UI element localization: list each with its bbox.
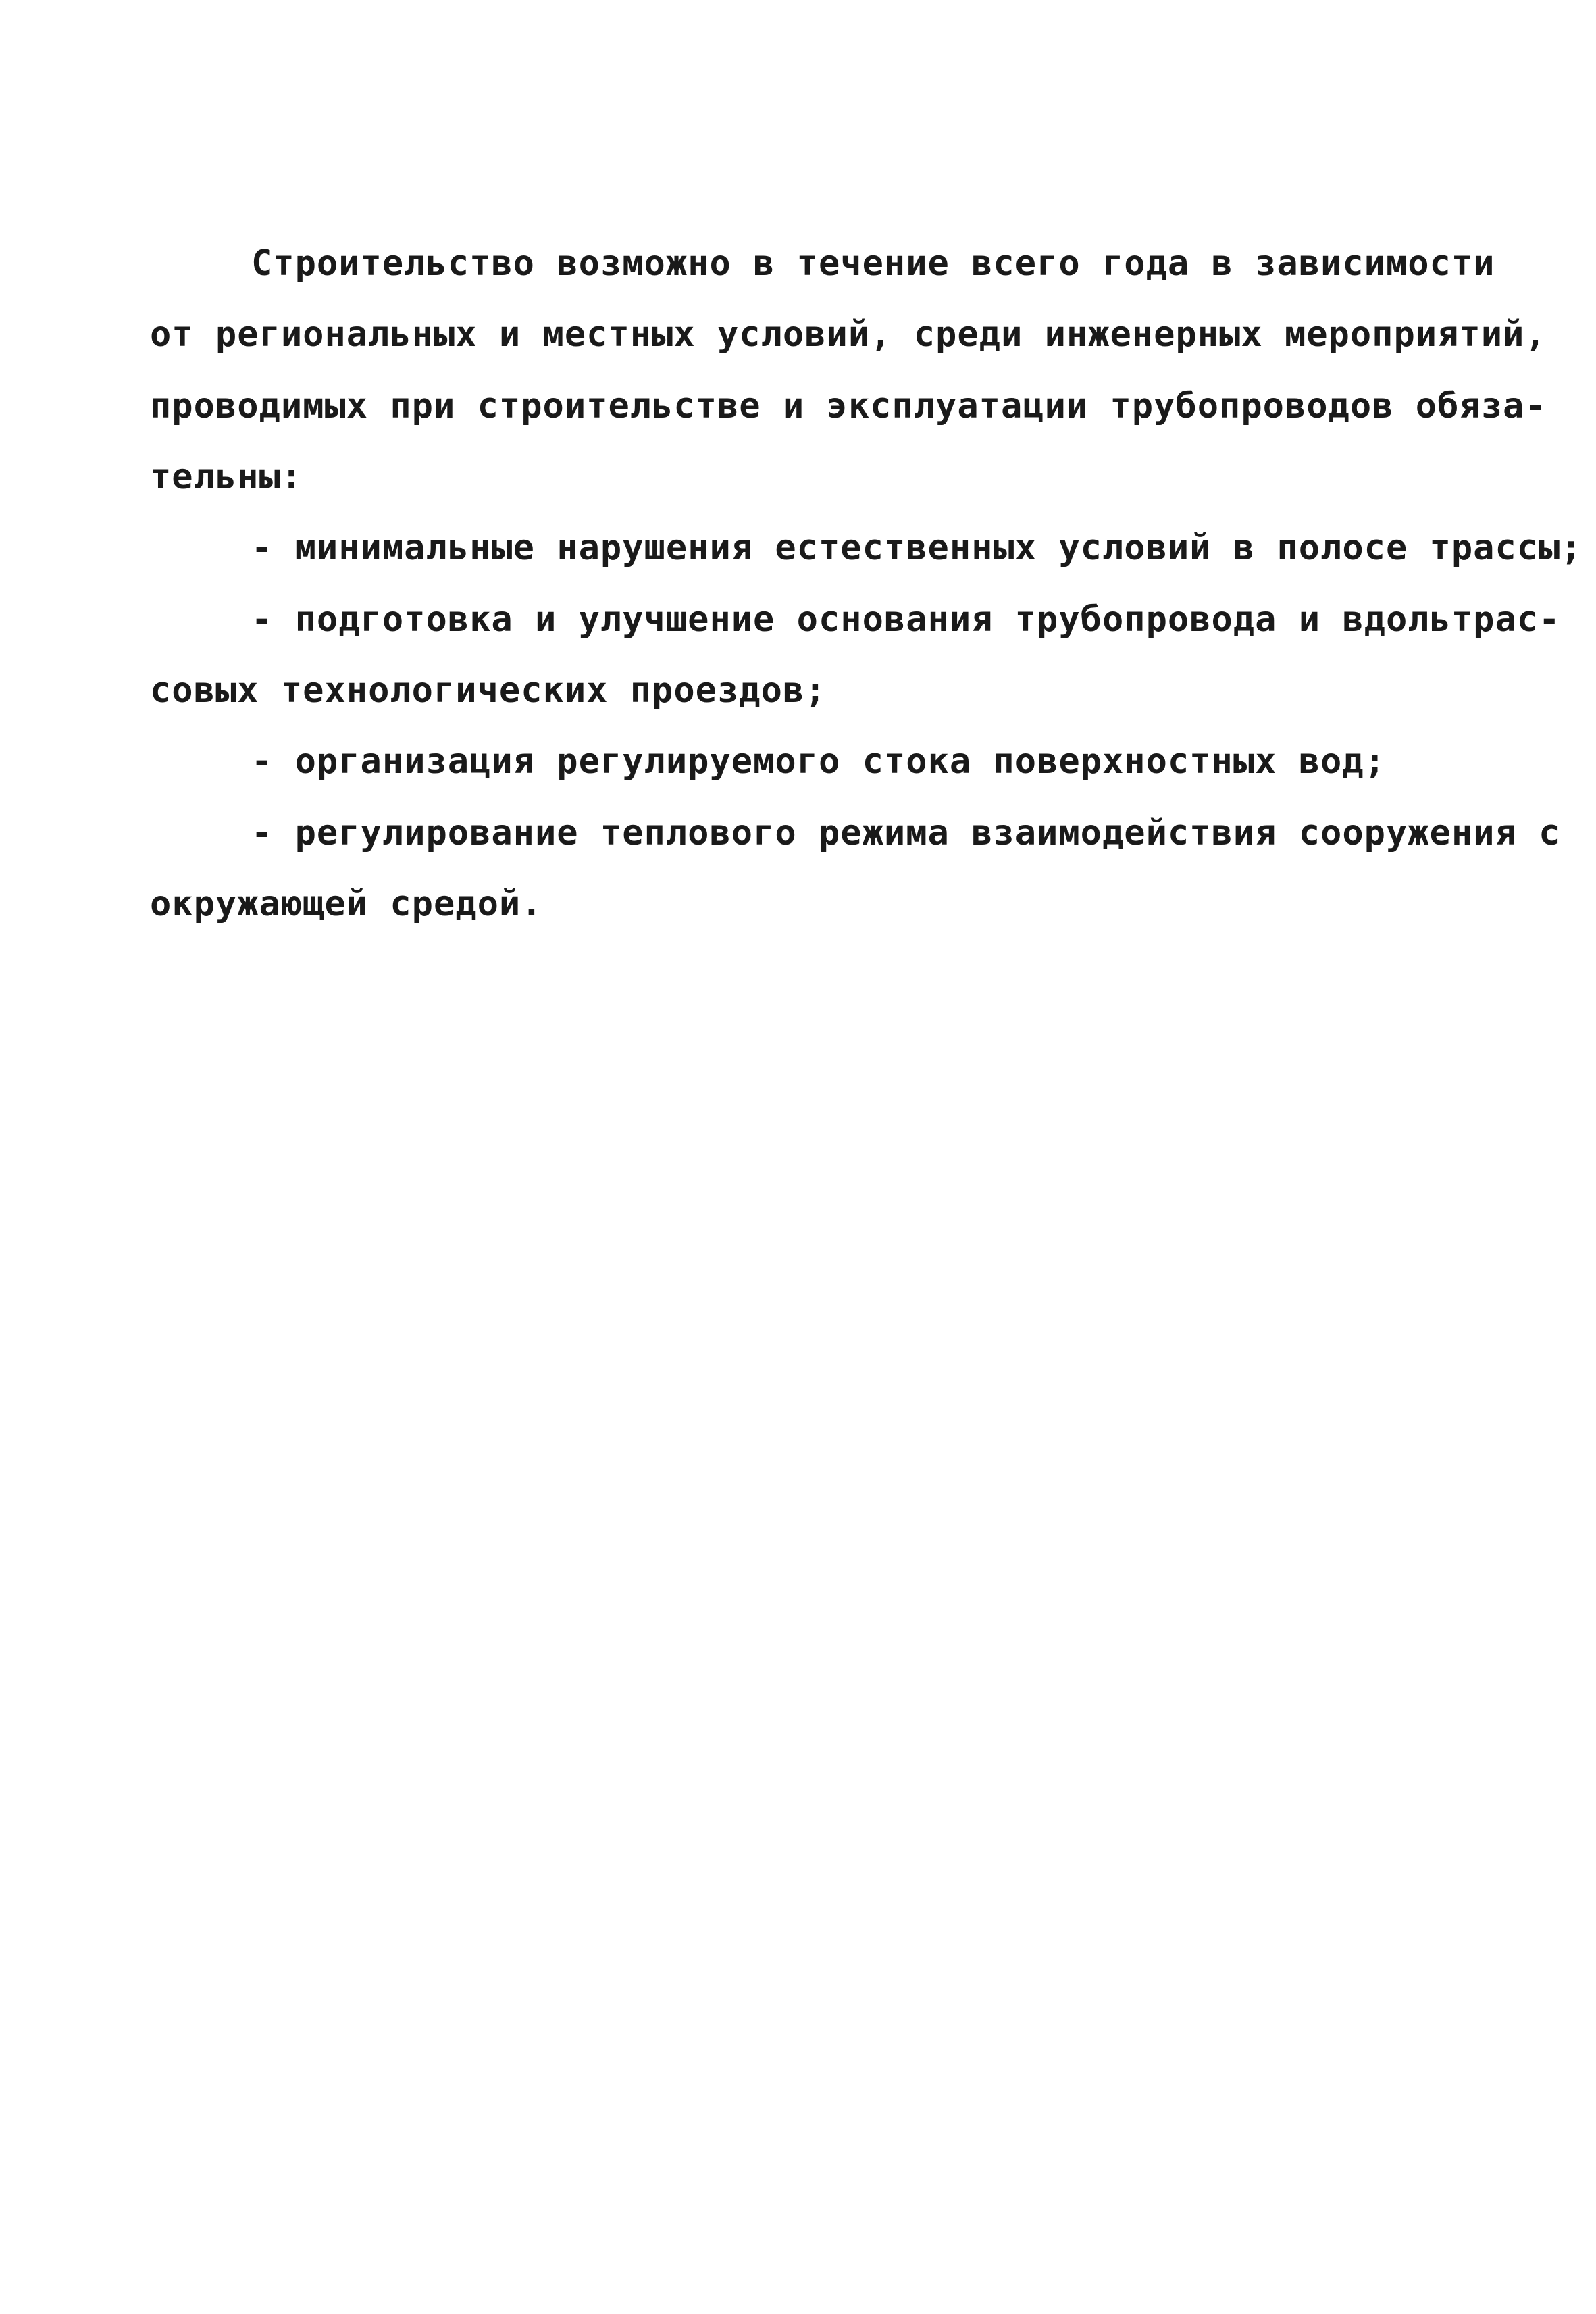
text-line: - регулирование теплового режима взаимодействия сооружения с	[251, 813, 1561, 853]
text-line: - организация регулируемого стока поверхностных вод;	[251, 741, 1386, 782]
text-line: окружающей средой.	[150, 884, 543, 924]
text-line: тельны:	[150, 457, 303, 497]
text-line: от региональных и местных условий, среди инженерных мероприятий,	[150, 314, 1547, 355]
text-line: - подготовка и улучшение основания трубопровода и вдольтрас-	[251, 599, 1561, 640]
text-line: проводимых при строительстве и эксплуатации трубопроводов обяза-	[150, 386, 1547, 426]
text-line: Строительство возможно в течение всего года в зависимости	[251, 243, 1495, 284]
text-line: совых технологических проездов;	[150, 670, 827, 711]
text-line: - минимальные нарушения естественных условий в полосе трассы;	[251, 528, 1582, 568]
